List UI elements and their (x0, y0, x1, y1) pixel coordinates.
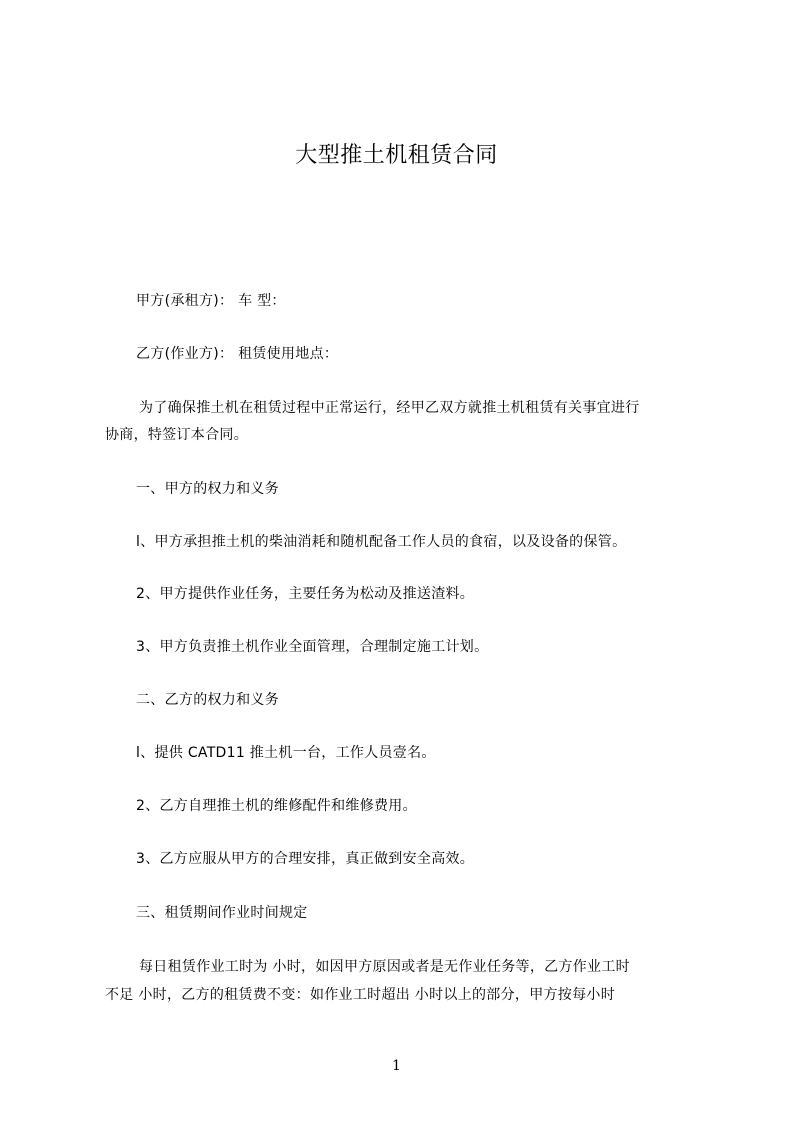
document-title: 大型推土机租赁合同 (295, 143, 498, 168)
party-a-line: 甲方(承租方)： 车 型： (136, 293, 286, 309)
section3-heading: 三、租赁期间作业时间规定 (136, 905, 308, 921)
section3-body-line-1: 每日租赁作业工时为 小时，如因甲方原因或者是无作业任务等，乙方作业工时 (139, 959, 630, 975)
section2-heading: 二、乙方的权力和义务 (136, 692, 279, 708)
party-b-line: 乙方(作业方)： 租赁使用地点： (136, 346, 339, 362)
section1-item-3: 3、甲方负责推土机作业全面管理，合理制定施工计划。 (136, 639, 489, 655)
section3-body-line-2: 不足 小时，乙方的租赁费不变：如作业工时超出 小时以上的部分，甲方按每小时 (105, 987, 615, 1003)
section2-item-2: 2、乙方自理推土机的维修配件和维修费用。 (136, 798, 417, 814)
section1-heading: 一、甲方的权力和义务 (136, 481, 279, 497)
page-number: 1 (392, 1058, 401, 1074)
section2-item-1: l、提供 CATD11 推土机一台，工作人员壹名。 (136, 745, 436, 761)
intro-paragraph-line-2: 协商，特签订本合同。 (105, 427, 248, 443)
section2-item-3: 3、乙方应服从甲方的合理安排，真正做到安全高效。 (136, 851, 475, 867)
section1-item-1: l、甲方承担推土机的柴油消耗和随机配备工作人员的食宿，以及设备的保管。 (136, 534, 627, 550)
section1-item-2: 2、甲方提供作业任务，主要任务为松动及推送渣料。 (136, 586, 475, 602)
intro-paragraph-line-1: 为了确保推土机在租赁过程中正常运行，经甲乙双方就推土机租赁有关事宜进行 (139, 400, 640, 416)
